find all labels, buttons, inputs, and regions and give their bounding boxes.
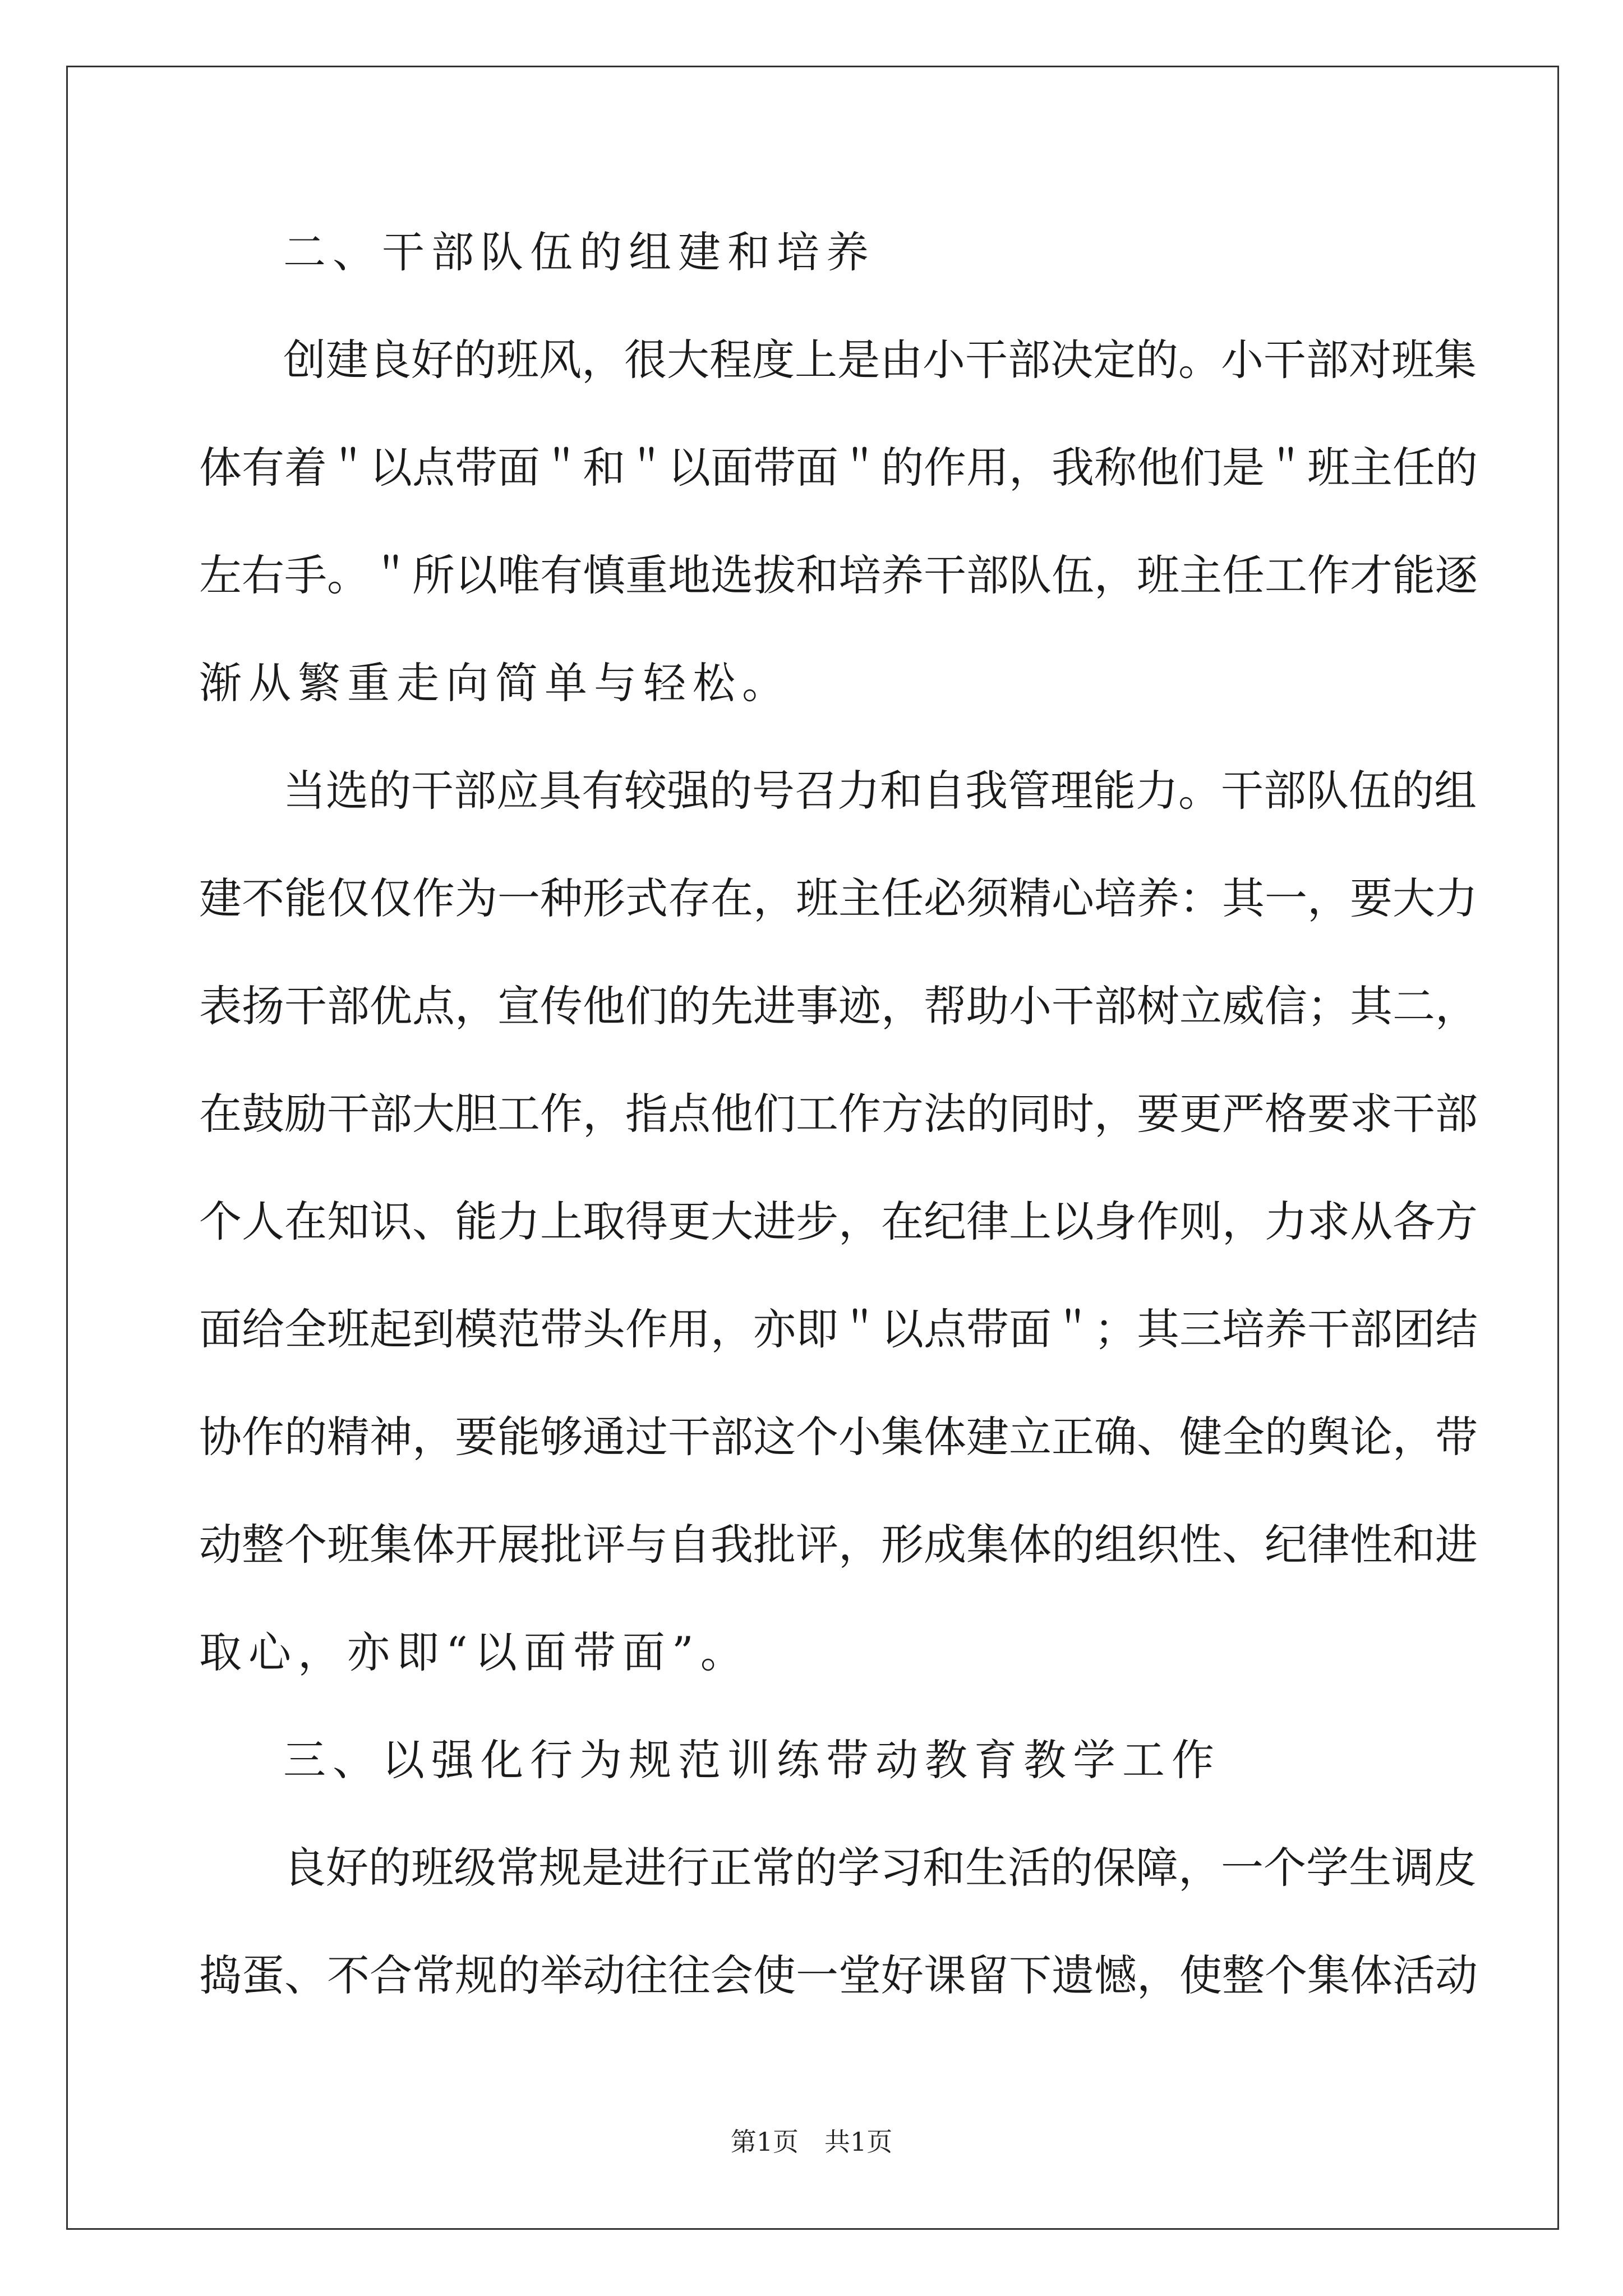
paragraph-line: 体有着＂以点带面＂和＂以面带面＂的作用，我称他们是＂班主任的 bbox=[199, 443, 1478, 493]
paragraph-line: 捣蛋、不合常规的举动往往会使一堂好课留下遗憾，使整个集体活动 bbox=[199, 1950, 1478, 2000]
paragraph-line: 动整个班集体开展批评与自我批评，形成集体的组织性、纪律性和进 bbox=[199, 1520, 1478, 1570]
paragraph-line: 良好的班级常规是进行正常的学习和生活的保障，一个学生调皮 bbox=[283, 1843, 1477, 1893]
paragraph-line: 取心，亦即“以面带面”。 bbox=[199, 1627, 750, 1677]
paragraph-line: 在鼓励干部大胆工作，指点他们工作方法的同时，要更严格要求干部 bbox=[199, 1089, 1478, 1139]
section-heading-3: 三、以强化行为规范训练带动教育教学工作 bbox=[283, 1735, 1221, 1785]
page-border bbox=[66, 66, 1559, 2230]
section-heading-2: 二、干部队伍的组建和培养 bbox=[283, 227, 875, 277]
paragraph-line: 个人在知识、能力上取得更大进步，在纪律上以身作则，力求从各方 bbox=[199, 1197, 1478, 1246]
page-footer: 第1页 共1页 bbox=[730, 2127, 893, 2157]
paragraph-line: 渐从繁重走向简单与轻松。 bbox=[199, 658, 791, 708]
paragraph-line: 建不能仅仅作为一种形式存在，班主任必须精心培养：其一，要大力 bbox=[199, 873, 1478, 923]
paragraph-line: 面给全班起到模范带头作用，亦即＂以点带面＂；其三培养干部团结 bbox=[199, 1304, 1478, 1354]
paragraph-line: 协作的精神，要能够通过干部这个小集体建立正确、健全的舆论，带 bbox=[199, 1412, 1478, 1462]
paragraph-line: 左右手。＂所以唯有慎重地选拔和培养干部队伍，班主任工作才能逐 bbox=[199, 550, 1478, 600]
paragraph-line: 创建良好的班风，很大程度上是由小干部决定的。小干部对班集 bbox=[283, 335, 1477, 385]
paragraph-line: 当选的干部应具有较强的号召力和自我管理能力。干部队伍的组 bbox=[283, 766, 1477, 816]
paragraph-line: 表扬干部优点，宣传他们的先进事迹，帮助小干部树立威信；其二， bbox=[199, 981, 1478, 1031]
